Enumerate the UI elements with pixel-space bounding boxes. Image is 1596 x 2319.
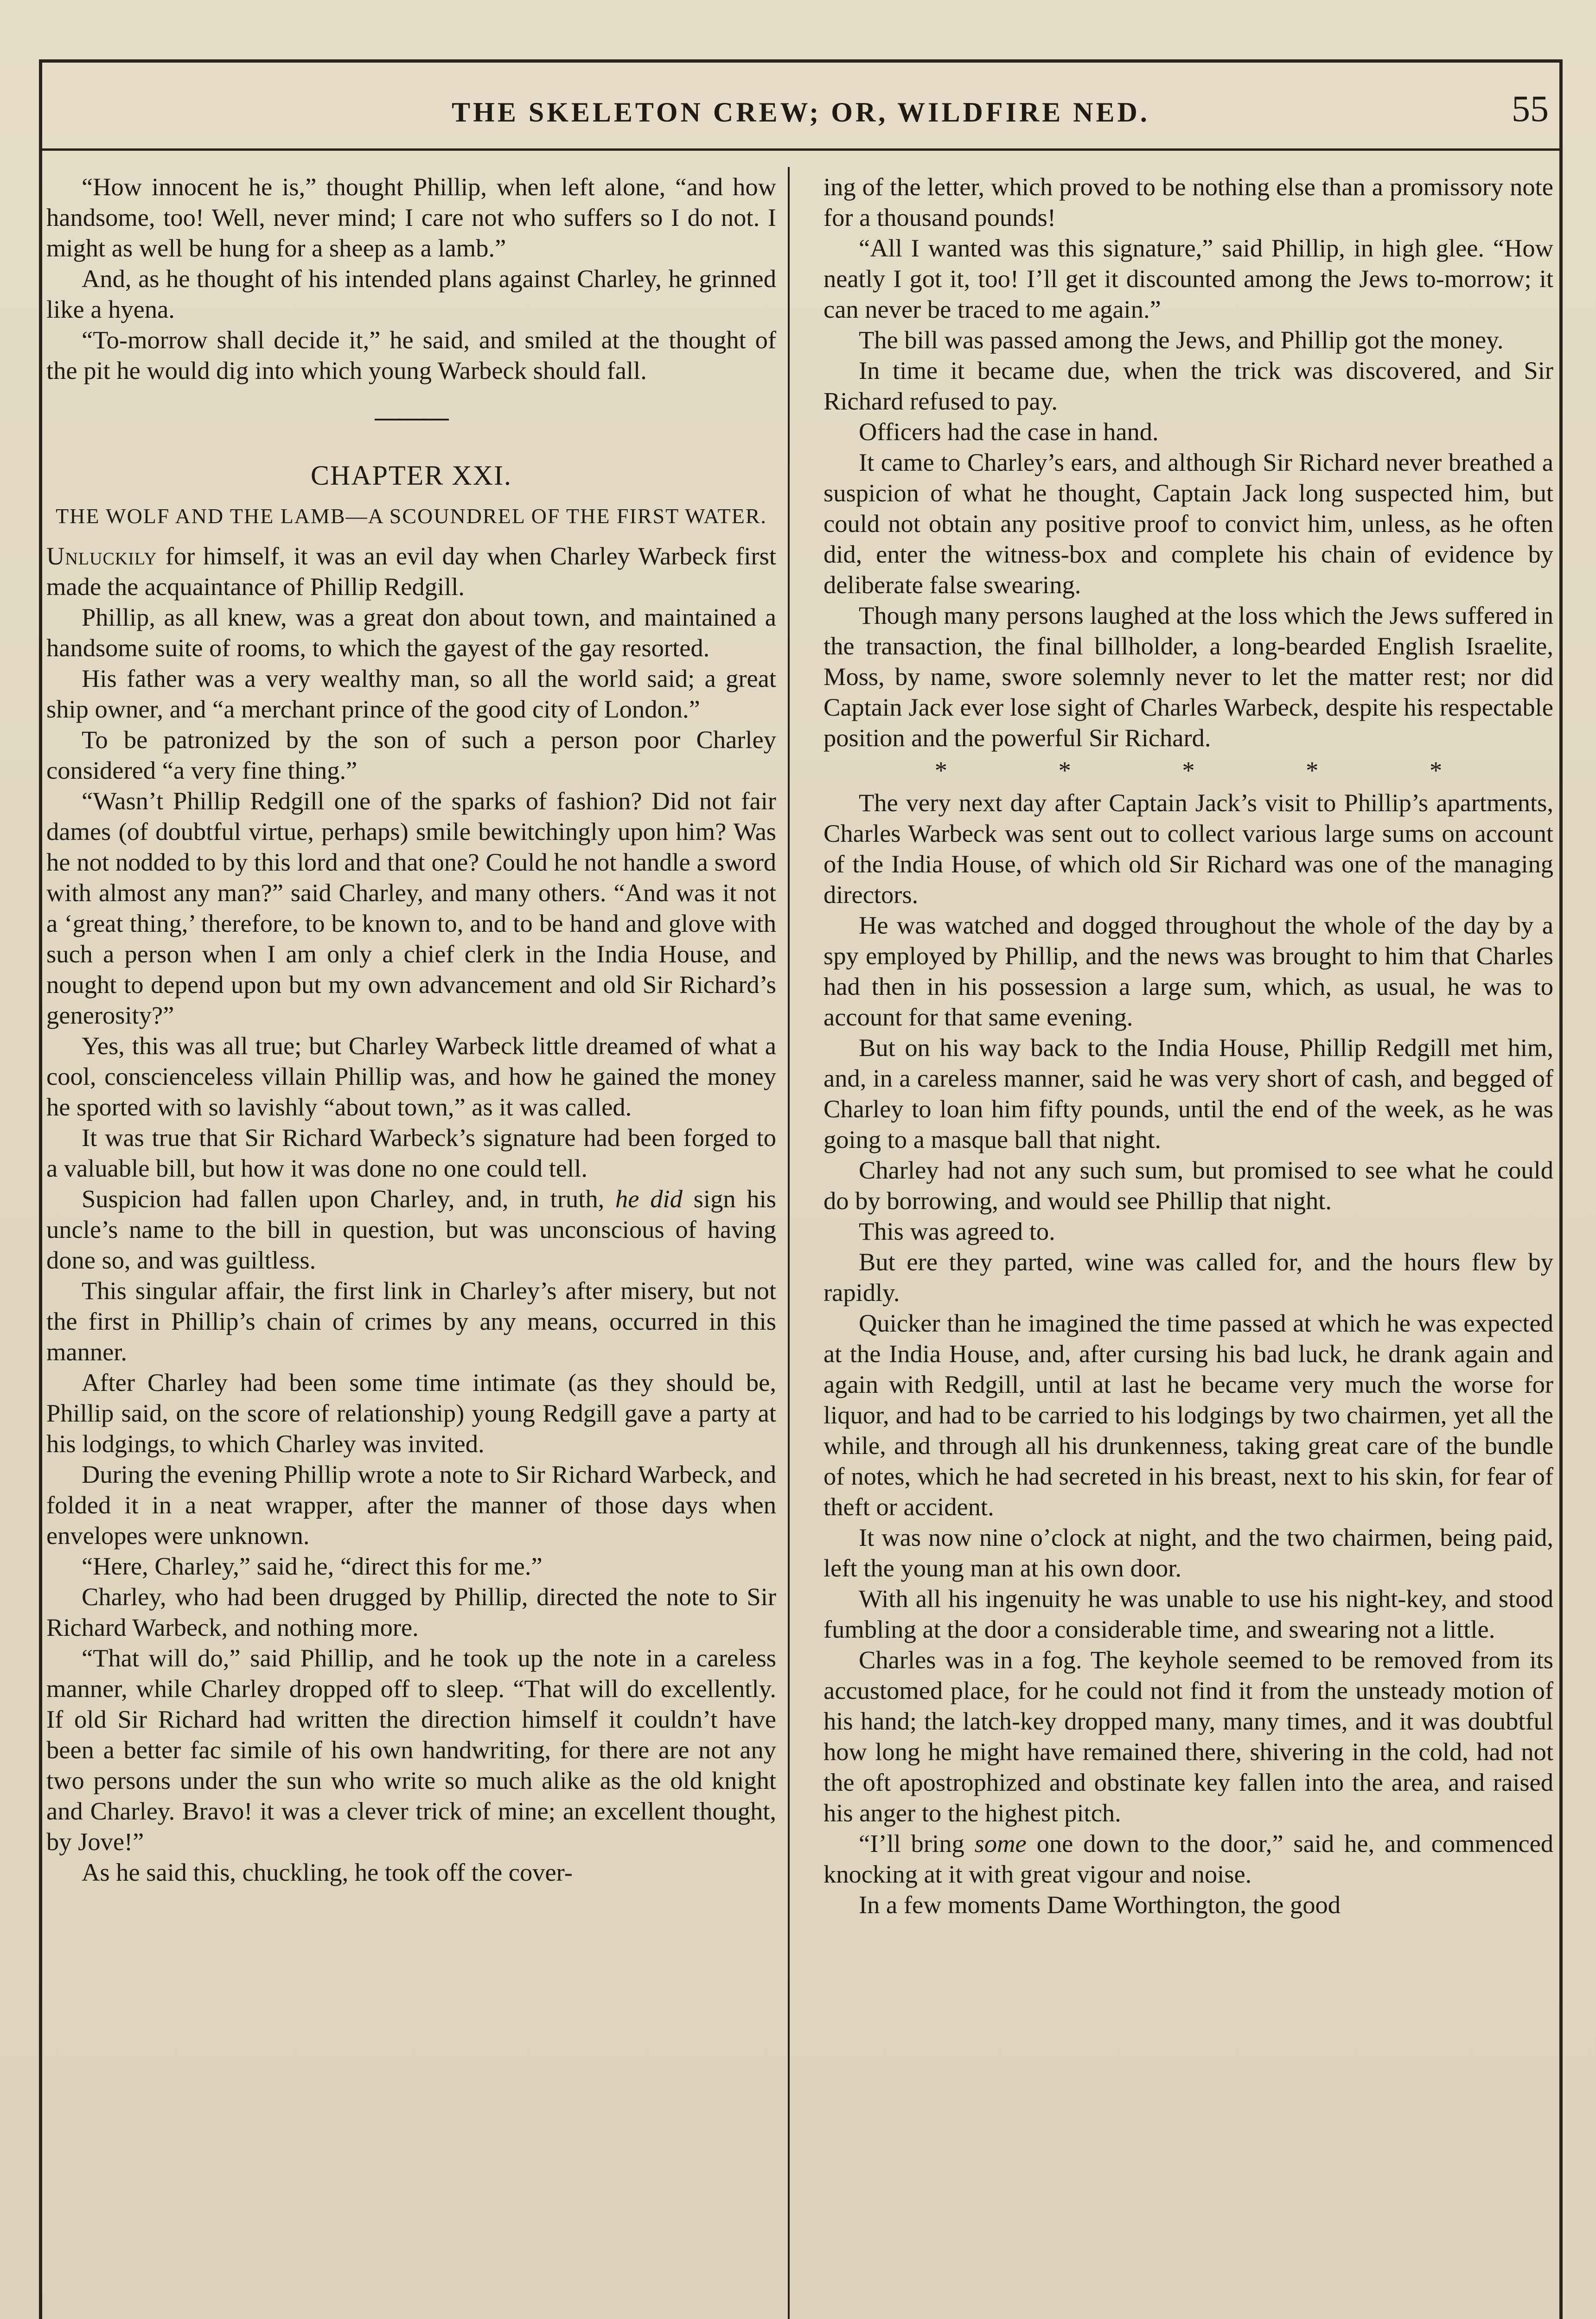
paragraph: “All I wanted was this signature,” said Phillip, in high glee. “How neatly I got it, too! I’ll get it discounted among the Jews to-morrow; it can never be traced to me again.” (824, 234, 1553, 323)
paragraph: “That will do,” said Phillip, and he took up the note in a careless manner, while Charley dropped off to sleep. “That will do excellently. If old Sir Richard had written the direction himself it couldn’t have been a better fac simile of his own handwriting, for there are not any two persons under the sun who write so much alike as the old knight and Charley. Bravo! it was a clever trick of mine; an excellent thought, by Jove!” (46, 1644, 776, 1856)
page-number: 55 (1512, 89, 1549, 129)
paragraph: And, as he thought of his intended plans against Charley, he grinned like a hyena. (46, 264, 776, 323)
paragraph: To be patronized by the son of such a person poor Charley considered “a very fine thing.” (46, 725, 776, 784)
text-run: sign his uncle’s name to the bill in question, but was unconscious of having done so, and was guiltless. (46, 1185, 776, 1274)
scene-break (824, 755, 1553, 786)
page-header (39, 59, 1563, 143)
paragraph: Charley had not any such sum, but promised to see what he could do by borrowing, and would see Phillip that night. (824, 1156, 1553, 1215)
paragraph: It was now nine o’clock at night, and the two chairmen, being paid, left the young man at his own door. (824, 1523, 1553, 1582)
paragraph: “Wasn’t Phillip Redgill one of the sparks of fashion? Did not fair dames (of doubtful virtue, perhaps) smile bewitchingly upon him? Was he not nodded to by this lord and that one? Could he not handle a sword with almost any man?” said Charley, and many others. “And was it not a ‘great thing,’ therefore, to be known to, and to be hand and glove with such a person when I am only a chief clerk in the India House, and nought to depend upon but my own advancement and old Sir Richard’s generosity?” (46, 787, 776, 1029)
italic-run: he did (615, 1185, 683, 1213)
paragraph: He was watched and dogged throughout the whole of the day by a spy employed by Phillip, and the news was brought to him that Charles had then in his possession a large sum, which, as usual, he was to account for that same evening. (824, 911, 1553, 1031)
paragraph: Phillip, as all knew, was a great don about town, and maintained a handsome suite of rooms, to which the gayest of the gay resorted. (46, 603, 776, 662)
asterisk: * (1182, 756, 1195, 784)
paragraph: “To-morrow shall decide it,” he said, and smiled at the thought of the pit he would dig into which young Warbeck should fall. (46, 326, 776, 384)
paragraph: This singular affair, the first link in Charley’s after misery, but not the first in Phillip’s chain of crimes by any means, occurred in this manner. (46, 1276, 776, 1366)
paragraph (824, 1828, 1553, 1890)
paragraph: His father was a very wealthy man, so all the world said; a great ship owner, and “a merchant prince of the good city of London.” (46, 664, 776, 723)
paragraph: The bill was passed among the Jews, and Phillip got the money. (859, 326, 1504, 354)
text-run: “I’ll bring (859, 1829, 975, 1858)
paragraph: Officers had the case in hand. (859, 417, 1159, 446)
paragraph: “How innocent he is,” thought Phillip, when left alone, “and how handsome, too! Well, never mind; I care not who suffers so I do not. I might as well be hung for a sheep as a lamb.” (46, 173, 776, 262)
paragraph: It was true that Sir Richard Warbeck’s signature had been forged to a valuable bill, but how it was done no one could tell. (46, 1123, 776, 1182)
paragraph: Quicker than he imagined the time passed at which he was expected at the India House, and, after cursing his bad luck, he drank again and again with Redgill, until at last he became very much the worse for liquor, and had to be carried to his lodgings by two chairmen, yet all the while, and through all his drunkenness, taking great care of the bundle of notes, which he had secreted in his breast, next to his skin, for fear of theft or accident. (824, 1309, 1553, 1521)
asterisk: * (1306, 756, 1319, 784)
column-divider (788, 167, 790, 2319)
left-column (46, 172, 776, 1888)
paragraph: With all his ingenuity he was unable to use his night-key, and stood fumbling at the door a considerable time, and swearing not a little. (824, 1584, 1553, 1643)
paragraph: In time it became due, when the trick was discovered, and Sir Richard refused to pay. (824, 356, 1553, 415)
running-title: THE SKELETON CREW; OR, WILDFIRE NED. (452, 97, 1150, 128)
italic-run: some (974, 1829, 1027, 1858)
paragraph: Charley, who had been drugged by Phillip, directed the note to Sir Richard Warbeck, and nothing more. (46, 1582, 776, 1641)
paragraph: The very next day after Captain Jack’s visit to Phillip’s apartments, Charles Warbeck was sent out to collect various large sums on account of the India House, of which old Sir Richard was one of the managing directors. (824, 788, 1553, 909)
paragraph: During the evening Phillip wrote a note to Sir Richard Warbeck, and folded it in a neat wrapper, after the manner of those days when envelopes were unknown. (46, 1460, 776, 1550)
section-separator: ——— (375, 403, 448, 431)
text-run: one down to the door,” said he, and commenced knocking at it with great vigour and noise. (824, 1829, 1554, 1888)
paragraph: But on his way back to the India House, Phillip Redgill met him, and, in a careless manner, said he was very short of cash, and begged of Charley to loan him fifty pounds, until the end of the week, as he was going to a masque ball that night. (824, 1033, 1553, 1153)
header-rule (39, 148, 1563, 151)
right-column (824, 172, 1553, 1920)
continued-paragraph: ing of the letter, which proved to be nothing else than a promissory note for a thousand pounds! (824, 173, 1553, 231)
paragraph: Charles was in a fog. The keyhole seemed to be removed from its accustomed place, for he could not find it from the unsteady motion of his hand; the latch-key dropped many, many times, and it was doubtful how long he might have remained there, shivering in the cold, had not the oft apostrophized and obstinate key fallen into the area, and raised his anger to the highest pitch. (824, 1646, 1553, 1827)
paragraph: “Here, Charley,” said he, “direct this for me.” (82, 1552, 543, 1580)
paragraph: But ere they parted, wine was called for, and the hours flew by rapidly. (824, 1248, 1553, 1307)
chapter-heading: CHAPTER XXI. (310, 460, 512, 491)
paragraph: Yes, this was all true; but Charley Warbeck little dreamed of what a cool, conscienceless villain Phillip was, and how he gained the money he sported with so lavishly “about town,” as it was called. (46, 1031, 776, 1121)
chapter-subtitle: THE WOLF AND THE LAMB—A SCOUNDREL OF THE FIRST WATER. (56, 504, 767, 528)
paragraph: This was agreed to. (859, 1217, 1055, 1245)
paragraph (46, 1184, 776, 1275)
paragraph: Though many persons laughed at the loss which the Jews suffered in the transaction, the final billholder, a long-bearded English Israelite, Moss, by name, swore solemnly never to let the matter rest; nor did Captain Jack ever lose sight of Charles Warbeck, despite his respectable position and the powerful Sir Richard. (824, 601, 1553, 752)
opening-text: for himself, it was an evil day when Charley Warbeck first made the acquaintance of Phillip Redgill. (46, 542, 776, 601)
text-run: Suspicion had fallen upon Charley, and, in truth, (82, 1185, 616, 1213)
paragraph: After Charley had been some time intimate (as they should be, Phillip said, on the score of relationship) young Redgill gave a party at his lodgings, to which Charley was invited. (46, 1368, 776, 1458)
paragraph: In a few moments Dame Worthington, the good (859, 1890, 1341, 1919)
asterisk: * (934, 756, 948, 784)
paragraph: It came to Charley’s ears, and although Sir Richard never breathed a suspicion of what he thought, Captain Jack long suspected him, but could not obtain any positive proof to convict him, unless, as he often did, enter the witness-box and complete his chain of evidence by deliberate false swearing. (824, 448, 1553, 599)
asterisk: * (1058, 756, 1071, 784)
asterisk: * (1429, 756, 1443, 784)
drop-word: Unluckily (46, 542, 157, 570)
chapter-opening-paragraph (46, 541, 776, 602)
paragraph: As he said this, chuckling, he took off the cover- (82, 1858, 573, 1886)
